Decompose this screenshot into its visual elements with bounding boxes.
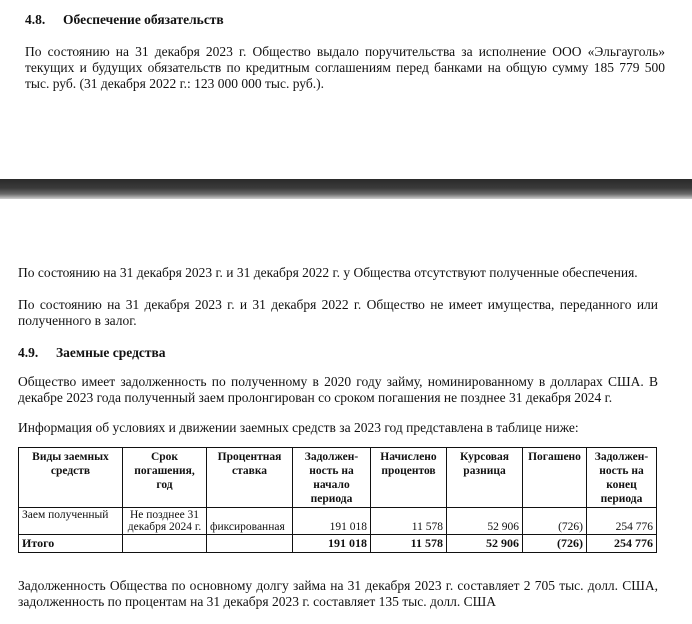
col-header-rate: Процентная ставка: [207, 448, 293, 508]
cell-fx: 52 906: [447, 508, 523, 535]
table-row: [19, 508, 657, 535]
cell-repaid: (726): [523, 508, 587, 535]
pledge-paragraph: По состоянию на 31 декабря 2023 г. и 31 декабря 2022 г. Общество не имеет имущества, переданного или полученного в залог.: [18, 297, 658, 328]
guarantees-paragraph: По состоянию на 31 декабря 2023 г. Общество выдало поручительства за исполнение ООО «Эльгауголь» текущих и будущих обязательств по кредитным соглашениям перед банками на общую сумму 185 779 500 тыс. руб. (31 декабря 2022 г.: 123 000 000 тыс. руб.).: [25, 44, 665, 91]
total-debt-end: 254 776: [587, 535, 657, 553]
cell-debt-end: 254 776: [587, 508, 657, 535]
cell-term: Не позднее 31 декабря 2024 г.: [123, 508, 207, 535]
section-title: Заемные средства: [56, 345, 166, 360]
loan-debt-paragraph: Общество имеет задолженность по полученному в 2020 году займу, номинированному в долларах США. В декабре 2023 года полученный заем пролонгирован со сроком погашения не позднее 31 декабря 2024 г.: [18, 374, 658, 405]
cell-type: Заем полученный: [19, 508, 123, 535]
section-number: 4.9.: [18, 345, 39, 360]
total-fx: 52 906: [447, 535, 523, 553]
principal-interest-paragraph: Задолженность Общества по основному долгу займа на 31 декабря 2023 г. составляет 2 705 тыс. долл. США, задолженность по процентам на 31 декабря 2023 г. составляет 135 тыс. долл. США: [18, 578, 658, 609]
section-4-8-heading: [25, 12, 224, 28]
section-4-9-heading: [18, 345, 166, 361]
cell-debt-start: 191 018: [293, 508, 371, 535]
total-repaid: (726): [523, 535, 587, 553]
borrowings-table: [18, 447, 657, 553]
col-header-term: Срок погашения, год: [123, 448, 207, 508]
table-intro-paragraph: Информация об условиях и движении заемных средств за 2023 год представлена в таблице ниже:: [18, 420, 579, 435]
total-label: Итого: [19, 535, 123, 553]
table-total-row: [19, 535, 657, 553]
col-header-debt-start: Задолжен-ность на начало периода: [293, 448, 371, 508]
total-debt-start: 191 018: [293, 535, 371, 553]
security-paragraph: По состоянию на 31 декабря 2023 г. и 31 декабря 2022 г. у Общества отсутствуют полученные обеспечения.: [18, 265, 638, 280]
section-title: Обеспечение обязательств: [63, 12, 224, 27]
total-empty-term: [123, 535, 207, 553]
col-header-type: Виды заемных средств: [19, 448, 123, 508]
col-header-repaid: Погашено: [523, 448, 587, 508]
cell-interest: 11 578: [371, 508, 447, 535]
col-header-fx: Курсовая разница: [447, 448, 523, 508]
cell-rate: фиксированная: [207, 508, 293, 535]
col-header-debt-end: Задолжен-ность на конец периода: [587, 448, 657, 508]
total-interest: 11 578: [371, 535, 447, 553]
table-header-row: [19, 448, 657, 508]
total-empty-rate: [207, 535, 293, 553]
page-break: [0, 179, 692, 199]
col-header-interest: Начислено процентов: [371, 448, 447, 508]
section-number: 4.8.: [25, 12, 46, 27]
